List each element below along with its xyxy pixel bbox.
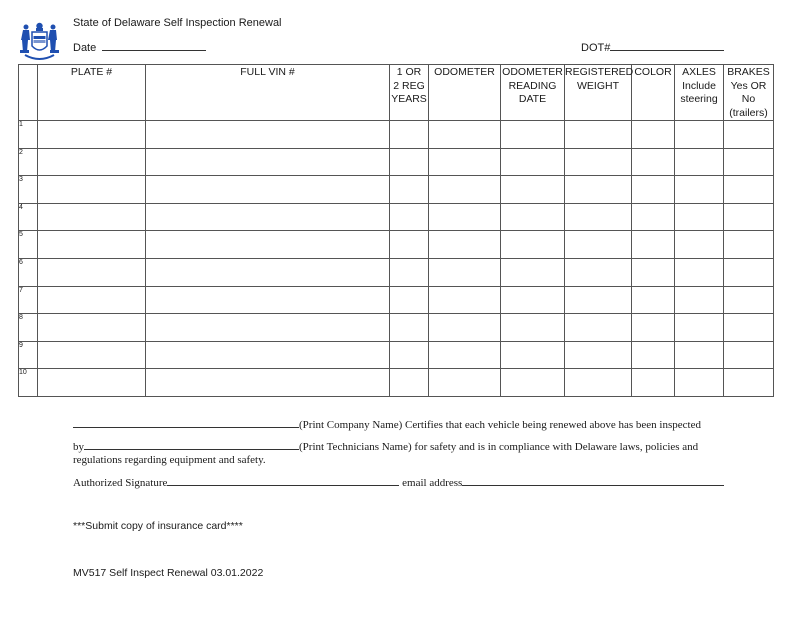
cell-weight[interactable] [565,121,632,149]
row-number: 9 [19,341,38,369]
cell-color[interactable] [632,258,675,286]
cell-axles[interactable] [675,369,724,397]
cell-vin[interactable] [146,203,390,231]
cell-plate[interactable] [38,176,146,204]
cell-color[interactable] [632,203,675,231]
signature-row [73,476,724,489]
cell-vin[interactable] [146,148,390,176]
header-line: DATE [518,93,547,105]
header-line: WEIGHT [577,79,619,92]
cell-weight[interactable] [565,258,632,286]
cell-brakes[interactable] [724,148,774,176]
cell-color[interactable] [632,314,675,342]
table-row [19,286,774,314]
row-number: 2 [19,148,38,176]
cell-brakes[interactable] [724,341,774,369]
email-label: email address [402,477,463,489]
cell-plate[interactable] [38,314,146,342]
table-row [19,148,774,176]
dot-field-row [581,41,724,54]
cell-odometer[interactable] [429,258,501,286]
cell-reg-years[interactable] [390,341,429,369]
certification-continuation: regulations regarding equipment and safety. [73,454,266,466]
table-row [19,369,774,397]
header-line: READING [508,79,557,92]
cell-odometer[interactable] [429,369,501,397]
cell-axles[interactable] [675,203,724,231]
form-title: State of Delaware Self Inspection Renewal [73,17,282,29]
header-line: YEARS [391,93,427,105]
header-line: PLATE # [70,66,113,78]
by-label: by [73,441,84,453]
cell-weight[interactable] [565,369,632,397]
cell-odometer[interactable] [429,176,501,204]
cell-color[interactable] [632,176,675,204]
cell-reg-years[interactable] [390,286,429,314]
cell-axles[interactable] [675,314,724,342]
cell-vin[interactable] [146,121,390,149]
cell-odometer-date[interactable] [501,203,565,231]
cell-odometer[interactable] [429,314,501,342]
cell-axles[interactable] [675,286,724,314]
dot-label: DOT# [581,42,611,54]
header-line: AXLES [682,66,716,78]
cell-odometer[interactable] [429,231,501,259]
cell-vin[interactable] [146,231,390,259]
cell-color[interactable] [632,148,675,176]
cell-weight[interactable] [565,314,632,342]
cell-brakes[interactable] [724,121,774,149]
cell-plate[interactable] [38,341,146,369]
vehicle-table [18,64,774,397]
header-line: ODOMETER [434,66,495,78]
row-number: 4 [19,203,38,231]
row-number: 3 [19,176,38,204]
cell-weight[interactable] [565,176,632,204]
cell-reg-years[interactable] [390,148,429,176]
cell-reg-years[interactable] [390,314,429,342]
cell-color[interactable] [632,369,675,397]
technician-certification-text: (Print Technicians Name) for safety and is in compliance with Delaware laws, policies and [299,441,699,453]
cell-reg-years[interactable] [390,121,429,149]
col-header-plate [38,65,146,121]
cell-axles[interactable] [675,258,724,286]
company-certification-line [73,418,701,431]
col-header-brakes [724,65,774,121]
cell-vin[interactable] [146,176,390,204]
cell-weight[interactable] [565,203,632,231]
table-row [19,121,774,149]
col-header-reg-years [390,65,429,121]
date-field-row [73,41,206,54]
cell-odometer-date[interactable] [501,286,565,314]
company-name-input[interactable] [73,418,299,428]
cell-brakes[interactable] [724,314,774,342]
form-footer: MV517 Self Inspect Renewal 03.01.2022 [73,567,264,579]
cell-axles[interactable] [675,176,724,204]
cell-brakes[interactable] [724,203,774,231]
cell-color[interactable] [632,286,675,314]
state-seal-icon [17,17,62,62]
cell-odometer-date[interactable] [501,176,565,204]
cell-brakes[interactable] [724,258,774,286]
cell-plate[interactable] [38,369,146,397]
cell-plate[interactable] [38,258,146,286]
col-header-axles [675,65,724,121]
cell-odometer-date[interactable] [501,369,565,397]
cell-brakes[interactable] [724,369,774,397]
cell-color[interactable] [632,231,675,259]
signature-label: Authorized Signature [73,477,168,489]
cell-vin[interactable] [146,369,390,397]
cell-odometer[interactable] [429,203,501,231]
row-number: 5 [19,231,38,259]
cell-brakes[interactable] [724,176,774,204]
header-line: ODOMETER [502,66,563,78]
header-line: COLOR [634,66,672,78]
header-line: REGISTERED [565,66,634,78]
row-number: 10 [19,369,38,397]
cell-odometer-date[interactable] [501,148,565,176]
cell-plate[interactable] [38,203,146,231]
header-line: 2 REG [393,79,425,92]
cell-vin[interactable] [146,286,390,314]
cell-color[interactable] [632,341,675,369]
cell-plate[interactable] [38,231,146,259]
date-label: Date [73,42,97,54]
cell-reg-years[interactable] [390,231,429,259]
company-certification-text: (Print Company Name) Certifies that each vehicle being renewed above has been inspected [299,419,701,431]
table-row [19,203,774,231]
header-line: FULL VIN # [240,66,295,78]
cell-color[interactable] [632,121,675,149]
col-header-odometer [429,65,501,121]
table-header-row [19,65,774,121]
header-line: steering [680,93,718,105]
col-header-weight [565,65,632,121]
dot-input[interactable] [610,41,724,51]
cell-axles[interactable] [675,121,724,149]
table-row [19,231,774,259]
col-header-vin [146,65,390,121]
cell-odometer[interactable] [429,121,501,149]
signature-input[interactable] [167,476,399,486]
cell-odometer[interactable] [429,148,501,176]
date-input[interactable] [102,41,206,51]
col-header-color [632,65,675,121]
cell-weight[interactable] [565,341,632,369]
cell-reg-years[interactable] [390,369,429,397]
cell-vin[interactable] [146,341,390,369]
col-header-row-number [19,65,38,121]
table-row [19,176,774,204]
cell-weight[interactable] [565,148,632,176]
cell-odometer-date[interactable] [501,121,565,149]
cell-odometer[interactable] [429,341,501,369]
row-number: 8 [19,314,38,342]
cell-odometer-date[interactable] [501,341,565,369]
cell-axles[interactable] [675,231,724,259]
row-number: 6 [19,258,38,286]
table-row [19,314,774,342]
row-number: 1 [19,121,38,149]
cell-vin[interactable] [146,258,390,286]
technician-name-input[interactable] [84,440,299,450]
cell-plate[interactable] [38,148,146,176]
header-line: (trailers) [729,106,768,119]
insurance-notice: ***Submit copy of insurance card**** [73,520,243,532]
technician-certification-line [73,440,698,453]
email-input[interactable] [462,476,724,486]
cell-vin[interactable] [146,314,390,342]
table-row [19,341,774,369]
cell-reg-years[interactable] [390,203,429,231]
cell-axles[interactable] [675,341,724,369]
cell-reg-years[interactable] [390,176,429,204]
header-line: No [741,93,756,105]
cell-plate[interactable] [38,286,146,314]
table-row [19,258,774,286]
cell-odometer-date[interactable] [501,314,565,342]
row-number: 7 [19,286,38,314]
cell-brakes[interactable] [724,231,774,259]
header-line: BRAKES [727,66,770,78]
cell-odometer[interactable] [429,286,501,314]
col-header-odometer-date [501,65,565,121]
cell-odometer-date[interactable] [501,231,565,259]
header-line: 1 OR [396,66,422,78]
header-line: Yes OR [730,79,767,92]
cell-plate[interactable] [38,121,146,149]
cell-weight[interactable] [565,231,632,259]
cell-weight[interactable] [565,286,632,314]
cell-axles[interactable] [675,148,724,176]
cell-odometer-date[interactable] [501,258,565,286]
header-line: Include [682,79,716,92]
cell-brakes[interactable] [724,286,774,314]
cell-reg-years[interactable] [390,258,429,286]
